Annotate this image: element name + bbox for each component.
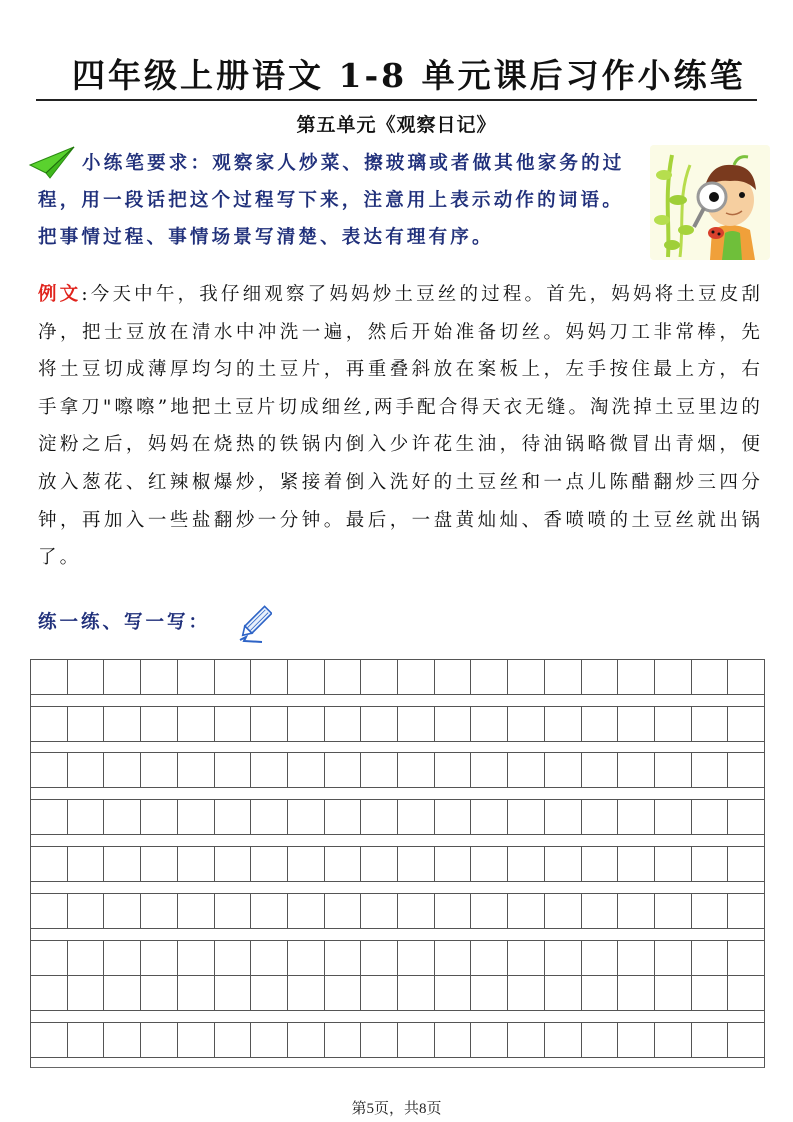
- grid-cell[interactable]: [471, 800, 508, 834]
- grid-cell[interactable]: [31, 941, 68, 975]
- grid-cell[interactable]: [508, 894, 545, 928]
- grid-cell[interactable]: [141, 941, 178, 975]
- grid-cell[interactable]: [692, 753, 729, 787]
- grid-cell[interactable]: [728, 753, 764, 787]
- grid-cell[interactable]: [582, 976, 619, 1010]
- grid-cell[interactable]: [435, 941, 472, 975]
- grid-cell[interactable]: [325, 660, 362, 694]
- grid-cell[interactable]: [545, 1023, 582, 1057]
- grid-cell[interactable]: [471, 660, 508, 694]
- boy-with-magnifying-glass-illustration: [650, 145, 770, 260]
- grid-cell[interactable]: [508, 660, 545, 694]
- grid-cell[interactable]: [251, 1023, 288, 1057]
- grid-cell[interactable]: [471, 894, 508, 928]
- grid-cell[interactable]: [325, 976, 362, 1010]
- grid-cell[interactable]: [398, 976, 435, 1010]
- grid-cell[interactable]: [325, 707, 362, 741]
- grid-cell[interactable]: [361, 894, 398, 928]
- grid-cell[interactable]: [618, 753, 655, 787]
- grid-cell[interactable]: [655, 941, 692, 975]
- grid-cell[interactable]: [31, 1023, 68, 1057]
- grid-cell[interactable]: [68, 660, 105, 694]
- grid-cell[interactable]: [31, 660, 68, 694]
- grid-cell[interactable]: [692, 1023, 729, 1057]
- grid-cell[interactable]: [398, 800, 435, 834]
- grid-cell[interactable]: [582, 753, 619, 787]
- grid-cell[interactable]: [104, 941, 141, 975]
- grid-cell[interactable]: [31, 847, 68, 881]
- grid-cell[interactable]: [104, 976, 141, 1010]
- grid-cell[interactable]: [545, 707, 582, 741]
- grid-cell[interactable]: [398, 753, 435, 787]
- grid-cell[interactable]: [288, 941, 325, 975]
- grid-cell[interactable]: [435, 976, 472, 1010]
- grid-cell[interactable]: [655, 660, 692, 694]
- grid-cell[interactable]: [215, 660, 252, 694]
- grid-cell[interactable]: [141, 1023, 178, 1057]
- grid-cell[interactable]: [582, 707, 619, 741]
- grid-cell[interactable]: [582, 660, 619, 694]
- grid-row: [31, 799, 764, 835]
- grid-cell[interactable]: [692, 976, 729, 1010]
- grid-cell[interactable]: [398, 660, 435, 694]
- grid-cell[interactable]: [68, 847, 105, 881]
- grid-cell[interactable]: [288, 707, 325, 741]
- grid-cell[interactable]: [728, 660, 764, 694]
- grid-cell[interactable]: [288, 976, 325, 1010]
- grid-cell[interactable]: [508, 847, 545, 881]
- grid-cell[interactable]: [325, 894, 362, 928]
- practice-label: 练一练、写一写：: [38, 612, 211, 633]
- grid-cell[interactable]: [545, 847, 582, 881]
- grid-cell[interactable]: [655, 847, 692, 881]
- grid-cell[interactable]: [104, 847, 141, 881]
- grid-cell[interactable]: [251, 707, 288, 741]
- grid-cell[interactable]: [471, 941, 508, 975]
- grid-cell[interactable]: [545, 800, 582, 834]
- grid-cell[interactable]: [251, 800, 288, 834]
- grid-cell[interactable]: [435, 707, 472, 741]
- grid-row: [31, 975, 764, 1011]
- grid-cell[interactable]: [545, 941, 582, 975]
- grid-cell[interactable]: [361, 753, 398, 787]
- grid-cell[interactable]: [104, 753, 141, 787]
- grid-cell[interactable]: [728, 941, 764, 975]
- grid-cell[interactable]: [104, 1023, 141, 1057]
- grid-cell[interactable]: [655, 1023, 692, 1057]
- grid-cell[interactable]: [618, 847, 655, 881]
- grid-cell[interactable]: [692, 800, 729, 834]
- grid-cell[interactable]: [618, 894, 655, 928]
- grid-cell[interactable]: [435, 800, 472, 834]
- grid-cell[interactable]: [508, 976, 545, 1010]
- page-indicator: 第5页，共8页: [351, 1101, 442, 1117]
- grid-cell[interactable]: [545, 976, 582, 1010]
- grid-cell[interactable]: [325, 753, 362, 787]
- requirement-text: 小练笔要求：观察家人炒菜、擦玻璃或者做其他家务的过程，用一段话把这个过程写下来，注意用上表示动作的词语。把事情过程、事情场景写清楚、表达有理有序。: [38, 153, 625, 248]
- unit-subtitle: 第五单元《观察日记》: [296, 114, 497, 136]
- grid-cell[interactable]: [68, 1023, 105, 1057]
- grid-cell[interactable]: [692, 847, 729, 881]
- grid-cell[interactable]: [251, 941, 288, 975]
- grid-cell[interactable]: [288, 800, 325, 834]
- grid-cell[interactable]: [618, 1023, 655, 1057]
- grid-cell[interactable]: [728, 894, 764, 928]
- grid-cell[interactable]: [545, 753, 582, 787]
- grid-cell[interactable]: [361, 847, 398, 881]
- grid-cell[interactable]: [251, 976, 288, 1010]
- grid-cell[interactable]: [471, 847, 508, 881]
- grid-cell[interactable]: [288, 847, 325, 881]
- grid-cell[interactable]: [728, 976, 764, 1010]
- grid-cell[interactable]: [435, 1023, 472, 1057]
- grid-cell[interactable]: [692, 941, 729, 975]
- grid-cell[interactable]: [692, 707, 729, 741]
- grid-cell[interactable]: [104, 660, 141, 694]
- grid-cell[interactable]: [141, 660, 178, 694]
- document-title: 四年级上册语文 1-8 单元课后习作小练笔: [72, 56, 746, 95]
- grid-cell[interactable]: [178, 941, 215, 975]
- grid-cell[interactable]: [215, 800, 252, 834]
- example-essay: [38, 276, 763, 577]
- grid-cell[interactable]: [398, 1023, 435, 1057]
- writing-grid[interactable]: [30, 659, 765, 1068]
- grid-row: [31, 752, 764, 788]
- grid-cell[interactable]: [141, 707, 178, 741]
- grid-cell[interactable]: [508, 800, 545, 834]
- grid-cell[interactable]: [655, 753, 692, 787]
- grid-cell[interactable]: [251, 753, 288, 787]
- grid-cell[interactable]: [141, 800, 178, 834]
- grid-cell[interactable]: [178, 847, 215, 881]
- grid-cell[interactable]: [178, 800, 215, 834]
- example-label: 例文: [38, 284, 82, 305]
- grid-row: [31, 706, 764, 742]
- grid-cell[interactable]: [31, 894, 68, 928]
- grid-cell[interactable]: [582, 847, 619, 881]
- grid-cell[interactable]: [31, 976, 68, 1010]
- grid-cell[interactable]: [361, 941, 398, 975]
- grid-cell[interactable]: [31, 800, 68, 834]
- grid-cell[interactable]: [68, 707, 105, 741]
- grid-cell[interactable]: [288, 753, 325, 787]
- grid-cell[interactable]: [31, 707, 68, 741]
- grid-cell[interactable]: [325, 847, 362, 881]
- title-divider: [36, 99, 757, 101]
- grid-cell[interactable]: [618, 976, 655, 1010]
- grid-cell[interactable]: [178, 894, 215, 928]
- grid-cell[interactable]: [104, 894, 141, 928]
- grid-cell[interactable]: [618, 941, 655, 975]
- grid-cell[interactable]: [618, 707, 655, 741]
- writing-requirement: [38, 145, 643, 256]
- grid-cell[interactable]: [31, 753, 68, 787]
- grid-cell[interactable]: [104, 800, 141, 834]
- grid-cell[interactable]: [141, 894, 178, 928]
- grid-cell[interactable]: [508, 753, 545, 787]
- grid-cell[interactable]: [215, 976, 252, 1010]
- grid-cell[interactable]: [325, 1023, 362, 1057]
- grid-cell[interactable]: [251, 894, 288, 928]
- grid-cell[interactable]: [361, 1023, 398, 1057]
- grid-cell[interactable]: [141, 976, 178, 1010]
- grid-cell[interactable]: [215, 847, 252, 881]
- grid-cell[interactable]: [582, 894, 619, 928]
- grid-cell[interactable]: [471, 707, 508, 741]
- grid-cell[interactable]: [361, 976, 398, 1010]
- grid-cell[interactable]: [361, 800, 398, 834]
- grid-cell[interactable]: [68, 941, 105, 975]
- grid-cell[interactable]: [435, 753, 472, 787]
- grid-cell[interactable]: [325, 941, 362, 975]
- grid-cell[interactable]: [508, 707, 545, 741]
- grid-cell[interactable]: [471, 976, 508, 1010]
- example-text: :今天中午，我仔细观察了妈妈炒土豆丝的过程。首先，妈妈将土豆皮刮净，把士豆放在清水中冲洗一遍，然后开始准备切丝。妈妈刀工非常棒，先将土豆切成薄厚均匀的土豆片，再重叠斜放在案板上，左手按住最上方，右手拿刀"嚓嚓”地把土豆片切成细丝,两手配合得天衣无缝。淘洗掉土豆里边的淀粉之后，妈妈在烧热的铁锅内倒入少许花生油，待油锅略微冒出青烟，便放入葱花、红辣椒爆炒，紧接着倒入洗好的土豆丝和一点儿陈醋翻炒三四分钟，再加入一些盐翻炒一分钟。最后，一盘黄灿灿、香喷喷的土豆丝就出锅了。: [38, 284, 763, 569]
- grid-cell[interactable]: [325, 800, 362, 834]
- grid-cell[interactable]: [582, 1023, 619, 1057]
- grid-cell[interactable]: [178, 660, 215, 694]
- grid-cell[interactable]: [545, 660, 582, 694]
- grid-cell[interactable]: [618, 660, 655, 694]
- grid-cell[interactable]: [508, 941, 545, 975]
- grid-row: [31, 846, 764, 882]
- grid-cell[interactable]: [728, 800, 764, 834]
- grid-cell[interactable]: [582, 800, 619, 834]
- grid-cell[interactable]: [655, 894, 692, 928]
- grid-cell[interactable]: [215, 1023, 252, 1057]
- grid-cell[interactable]: [68, 800, 105, 834]
- grid-cell[interactable]: [582, 941, 619, 975]
- grid-cell[interactable]: [398, 707, 435, 741]
- grid-cell[interactable]: [435, 660, 472, 694]
- grid-cell[interactable]: [288, 1023, 325, 1057]
- grid-row: [31, 659, 764, 695]
- grid-cell[interactable]: [435, 894, 472, 928]
- grid-cell[interactable]: [655, 976, 692, 1010]
- grid-cell[interactable]: [178, 976, 215, 1010]
- grid-cell[interactable]: [692, 660, 729, 694]
- grid-cell[interactable]: [655, 707, 692, 741]
- grid-row: [31, 940, 764, 976]
- grid-cell[interactable]: [361, 660, 398, 694]
- grid-cell[interactable]: [251, 660, 288, 694]
- grid-cell[interactable]: [728, 707, 764, 741]
- grid-cell[interactable]: [178, 707, 215, 741]
- grid-cell[interactable]: [692, 894, 729, 928]
- grid-cell[interactable]: [215, 753, 252, 787]
- grid-cell[interactable]: [68, 753, 105, 787]
- grid-cell[interactable]: [545, 894, 582, 928]
- grid-cell[interactable]: [728, 847, 764, 881]
- grid-cell[interactable]: [508, 1023, 545, 1057]
- grid-cell[interactable]: [68, 976, 105, 1010]
- grid-cell[interactable]: [178, 753, 215, 787]
- grid-cell[interactable]: [141, 753, 178, 787]
- grid-cell[interactable]: [435, 847, 472, 881]
- grid-row: [31, 893, 764, 929]
- grid-cell[interactable]: [215, 707, 252, 741]
- grid-cell[interactable]: [618, 800, 655, 834]
- grid-cell[interactable]: [178, 1023, 215, 1057]
- grid-cell[interactable]: [215, 894, 252, 928]
- grid-cell[interactable]: [288, 894, 325, 928]
- grid-cell[interactable]: [655, 800, 692, 834]
- grid-cell[interactable]: [398, 847, 435, 881]
- grid-cell[interactable]: [104, 707, 141, 741]
- grid-row: [31, 1022, 764, 1058]
- grid-cell[interactable]: [361, 707, 398, 741]
- pencil-icon: [236, 604, 272, 644]
- grid-cell[interactable]: [288, 660, 325, 694]
- grid-cell[interactable]: [141, 847, 178, 881]
- grid-cell[interactable]: [471, 753, 508, 787]
- grid-cell[interactable]: [398, 894, 435, 928]
- grid-cell[interactable]: [68, 894, 105, 928]
- grid-cell[interactable]: [215, 941, 252, 975]
- grid-cell[interactable]: [251, 847, 288, 881]
- grid-cell[interactable]: [398, 941, 435, 975]
- grid-cell[interactable]: [728, 1023, 764, 1057]
- grid-cell[interactable]: [471, 1023, 508, 1057]
